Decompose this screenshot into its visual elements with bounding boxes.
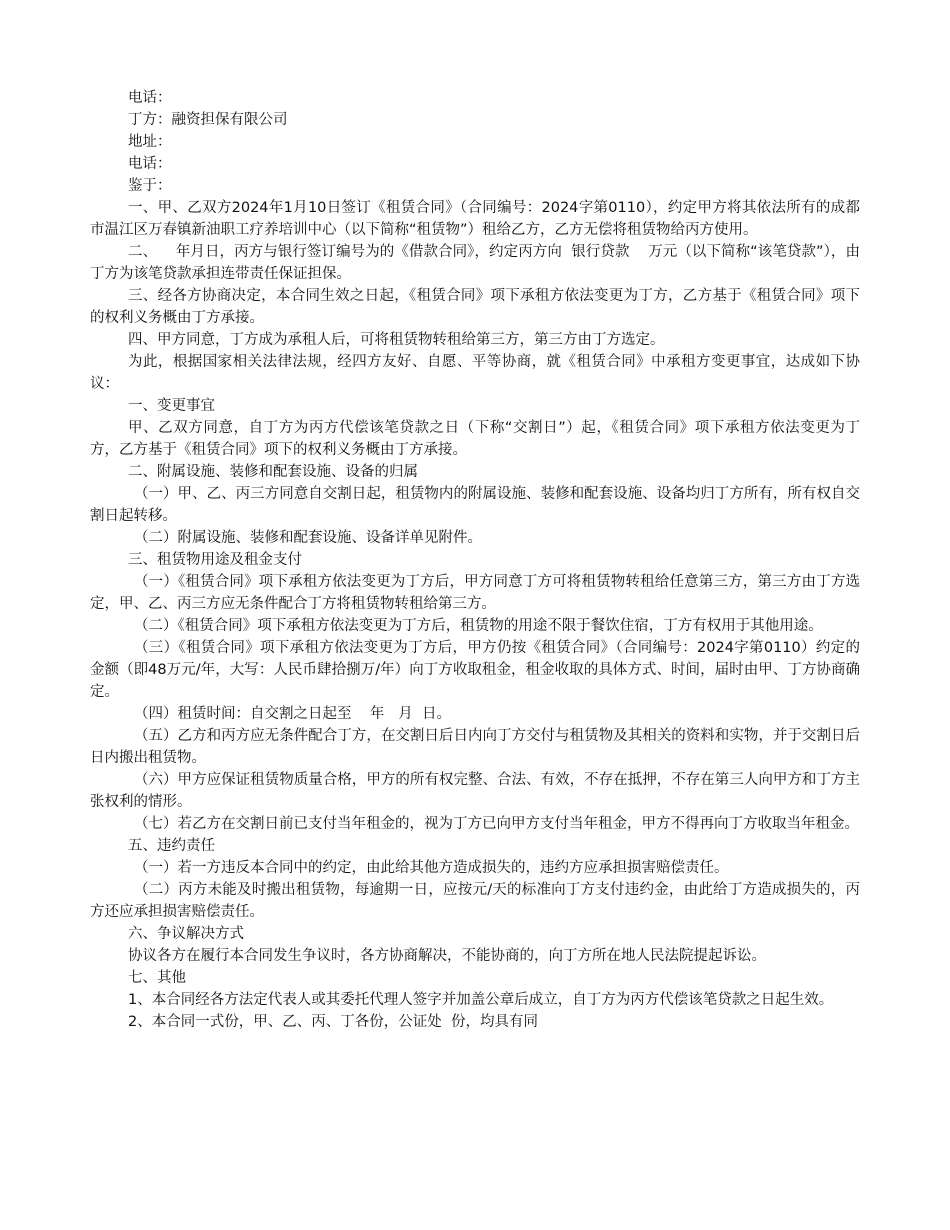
paragraph-phone-1: 电话： xyxy=(128,90,172,106)
paragraph-whereas: 鉴于： xyxy=(128,178,172,194)
paragraph-s7-title: 七、其他 xyxy=(128,970,186,986)
paragraph-address: 地址： xyxy=(128,134,172,150)
paragraph-recital-1: 一、甲、乙双方2024年1月10日签订《租赁合同》（合同编号：2024字第0110），约定甲方将其依法所有的成都市温江区万春镇新油职工疗养培训中心（以下简称“租赁物”）租给乙方，乙方无偿将租赁物给丙方使用。 xyxy=(90,200,860,238)
paragraph-s3-1: （一）《租赁合同》项下承租方依法变更为丁方后，甲方同意丁方可将租赁物转租给任意第三方，第三方由丁方选定，甲、乙、丙三方应无条件配合丁方将租赁物转租给第三方。 xyxy=(90,574,860,612)
paragraph-s2-2: （二）附属设施、装修和配套设施、设备详单见附件。 xyxy=(134,530,482,546)
paragraph-recital-3: 三、经各方协商决定，本合同生效之日起，《租赁合同》项下承租方依法变更为丁方，乙方基于《租赁合同》项下的权利义务概由丁方承接。 xyxy=(90,288,860,326)
paragraph-s5-title: 五、违约责任 xyxy=(128,838,215,854)
paragraph-recital-4: 四、甲方同意，丁方成为承租人后，可将租赁物转租给第三方，第三方由丁方选定。 xyxy=(128,332,665,348)
paragraph-s1-body: 甲、乙双方同意，自丁方为丙方代偿该笔贷款之日（下称“交割日”）起，《租赁合同》项下承租方依法变更为丁方，乙方基于《租赁合同》项下的权利义务概由丁方承接。 xyxy=(90,420,860,458)
paragraph-s3-title: 三、租赁物用途及租金支付 xyxy=(128,552,302,568)
paragraph-s7-2: 2、本合同一式份，甲、乙、丙、丁各份，公证处 份，均具有同 xyxy=(128,1014,538,1030)
paragraph-s6-title: 六、争议解决方式 xyxy=(128,926,244,942)
paragraph-s3-4: （四）租赁时间：自交割之日起至 年 月 日。 xyxy=(134,706,451,722)
paragraph-s2-title: 二、附属设施、装修和配套设施、设备的归属 xyxy=(128,464,418,480)
paragraph-s3-3: （三）《租赁合同》项下承租方依法变更为丁方后，甲方仍按《租赁合同》（合同编号：2024字第0110）约定的金额（即48万元/年，大写：人民币肆拾捌万/年）向丁方收取租金，租金收取的具体方式、时间，届时由甲、丁方协商确定。 xyxy=(90,640,860,700)
paragraph-s3-7: （七）若乙方在交割日前已支付当年租金的，视为丁方已向甲方支付当年租金，甲方不得再向丁方收取当年租金。 xyxy=(134,816,859,832)
paragraph-s7-1: 1、本合同经各方法定代表人或其委托代理人签字并加盖公章后成立，自丁方为丙方代偿该笔贷款之日起生效。 xyxy=(128,992,834,1008)
paragraph-phone-2: 电话： xyxy=(128,156,172,172)
paragraph-s5-2: （二）丙方未能及时搬出租赁物，每逾期一日，应按元/天的标准向丁方支付违约金，由此给丁方造成损失的，丙方还应承担损害赔偿责任。 xyxy=(90,882,860,920)
paragraph-party-d: 丁方：融资担保有限公司 xyxy=(128,112,288,128)
document-page xyxy=(90,87,870,1033)
paragraph-s5-1: （一）若一方违反本合同中的约定，由此给其他方造成损失的，违约方应承担损害赔偿责任。 xyxy=(134,860,729,876)
paragraph-s3-2: （二）《租赁合同》项下承租方依法变更为丁方后，租赁物的用途不限于餐饮住宿，丁方有权用于其他用途。 xyxy=(134,618,823,634)
paragraph-s6-body: 协议各方在履行本合同发生争议时，各方协商解决，不能协商的，向丁方所在地人民法院提起诉讼。 xyxy=(128,948,766,964)
paragraph-preamble: 为此，根据国家相关法律法规，经四方友好、自愿、平等协商，就《租赁合同》中承租方变更事宜，达成如下协议： xyxy=(90,354,860,392)
paragraph-s2-1: （一）甲、乙、丙三方同意自交割日起，租赁物内的附属设施、装修和配套设施、设备均归丁方所有，所有权自交割日起转移。 xyxy=(90,486,860,524)
paragraph-s3-5: （五）乙方和丙方应无条件配合丁方，在交割日后日内向丁方交付与租赁物及其相关的资料和实物，并于交割日后 日内搬出租赁物。 xyxy=(90,728,870,766)
paragraph-s1-title: 一、变更事宜 xyxy=(128,398,215,414)
paragraph-s3-6: （六）甲方应保证租赁物质量合格，甲方的所有权完整、合法、有效，不存在抵押，不存在第三人向甲方和丁方主张权利的情形。 xyxy=(90,772,860,810)
paragraph-recital-2: 二、 年月日，丙方与银行签订编号为的《借款合同》，约定丙方向 银行贷款 万元（以下简称“该笔贷款”），由丁方为该笔贷款承担连带责任保证担保。 xyxy=(90,244,860,282)
